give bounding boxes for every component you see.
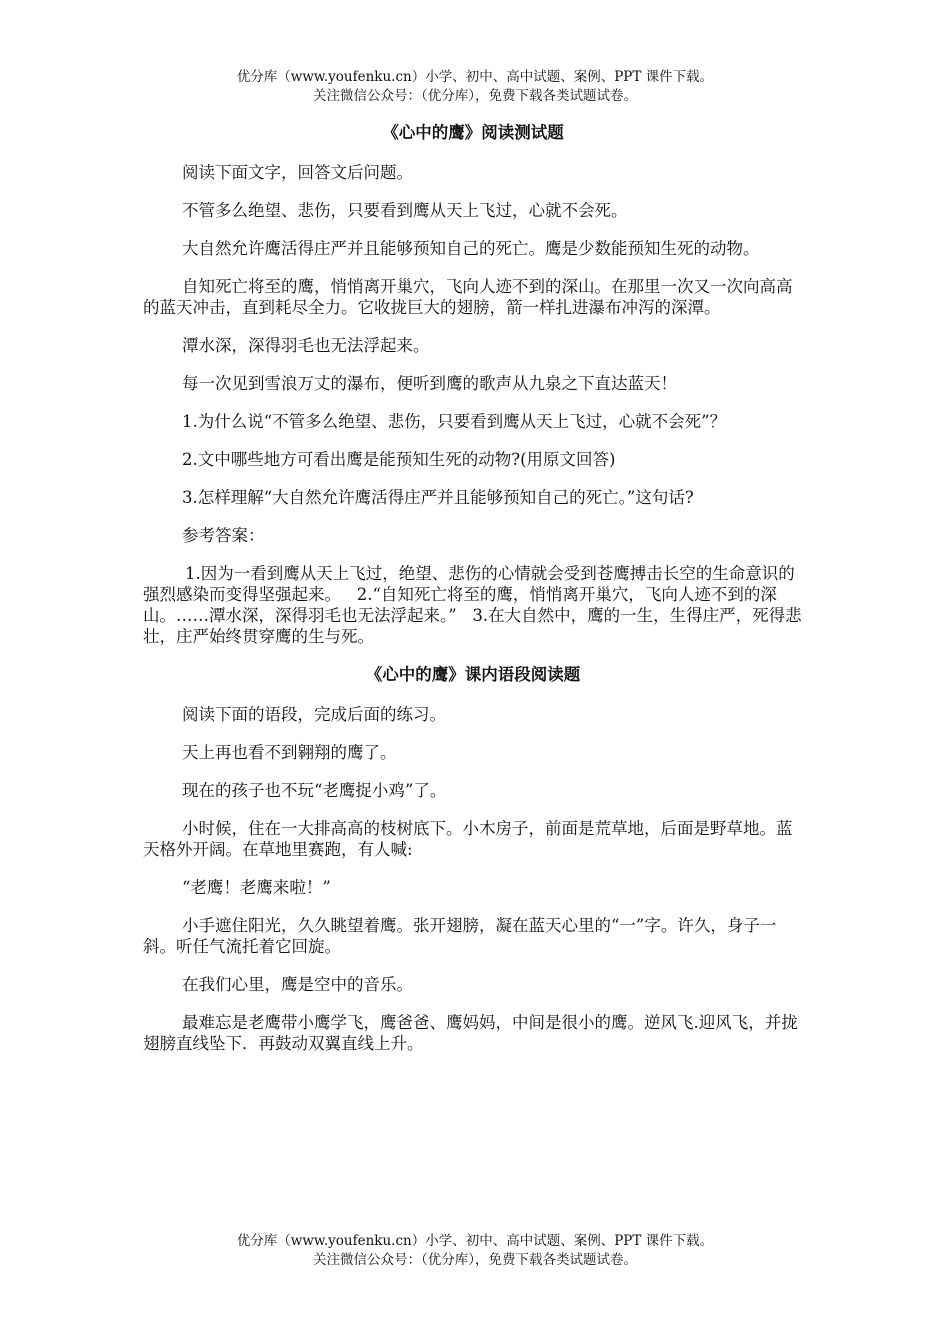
section2-paragraph: 在我们心里，鹰是空中的音乐。 [182,975,413,994]
section1-title: 《心中的鹰》阅读测试题 [382,123,564,142]
section2-paragraph: 现在的孩子也不玩“老鹰捉小鸡”了。 [182,781,447,800]
section2-paragraph: 小时候，住在一大排高高的枝树底下。小木房子，前面是荒草地，后面是野草地。蓝天格外开阔。在草地里赛跑，有人喊: [143,819,793,859]
section2-paragraph: 最难忘是老鹰带小鹰学飞，鹰爸爸、鹰妈妈，中间是很小的鹰。逆风飞.迎风飞，并拢翅膀直线坠下．再鼓动双翼直线上升。 [143,1013,798,1053]
answer-text: 1.因为一看到鹰从天上飞过，绝望、悲伤的心情就会受到苍鹰搏击长空的生命意识的强烈感染而变得坚强起来。 2.“自知死亡将至的鹰，悄悄离开巢穴，飞向人迹不到的深山。……潭水深，深得羽毛也无法浮起来。” 3.在大自然中，鹰的一生，生得庄严，死得悲壮，庄严始终贯穿鹰的生与死。 [143,564,802,646]
page-footer [0,1232,950,1270]
section2-paragraph: 天上再也看不到翱翔的鹰了。 [182,743,397,762]
section1-paragraph: 自知死亡将至的鹰，悄悄离开巢穴，飞向人迹不到的深山。在那里一次又一次向高高的蓝天冲击，直到耗尽全力。它收拢巨大的翅膀，箭一样扎进瀑布冲泻的深潭。 [143,277,793,317]
header-line-2: 关注微信公众号：（优分库），免费下载各类试题试卷。 [313,88,637,104]
page-header [0,68,950,106]
footer-line-1: 优分库（www.youfenku.cn）小学、初中、高中试题、案例、PPT 课件下载。 [236,1233,714,1249]
header-line-1: 优分库（www.youfenku.cn）小学、初中、高中试题、案例、PPT 课件下载。 [236,69,714,85]
section2-paragraph: 阅读下面的语段，完成后面的练习。 [182,705,446,724]
document-body [143,122,803,1071]
section2-paragraph: 小手遮住阳光，久久眺望着鹰。张开翅膀，凝在蓝天心里的“一”字。许久，身子一斜。听任气流托着它回旋。 [143,916,777,956]
section1-paragraph: 阅读下面文字，回答文后问题。 [182,163,413,182]
answer-heading: 参考答案： [182,526,265,545]
footer-line-2: 关注微信公众号：（优分库），免费下载各类试题试卷。 [313,1252,637,1268]
section2-title: 《心中的鹰》课内语段阅读题 [365,665,581,684]
question-3: 3.怎样理解“大自然允许鹰活得庄严并且能够预知自己的死亡。”这句话? [182,488,694,507]
question-1: 1.为什么说“不管多么绝望、悲伤，只要看到鹰从天上飞过，心就不会死”？ [182,412,727,431]
section1-paragraph: 每一次见到雪浪万丈的瀑布，便听到鹰的歌声从九泉之下直达蓝天！ [182,374,677,393]
section1-paragraph: 潭水深，深得羽毛也无法浮起来。 [182,336,430,355]
question-2: 2.文中哪些地方可看出鹰是能预知生死的动物?(用原文回答) [182,450,616,469]
section2-paragraph: “老鹰！老鹰来啦！” [182,878,331,897]
section1-paragraph: 大自然允许鹰活得庄严并且能够预知自己的死亡。鹰是少数能预知生死的动物。 [182,239,760,258]
section1-paragraph: 不管多么绝望、悲伤，只要看到鹰从天上飞过，心就不会死。 [182,201,628,220]
